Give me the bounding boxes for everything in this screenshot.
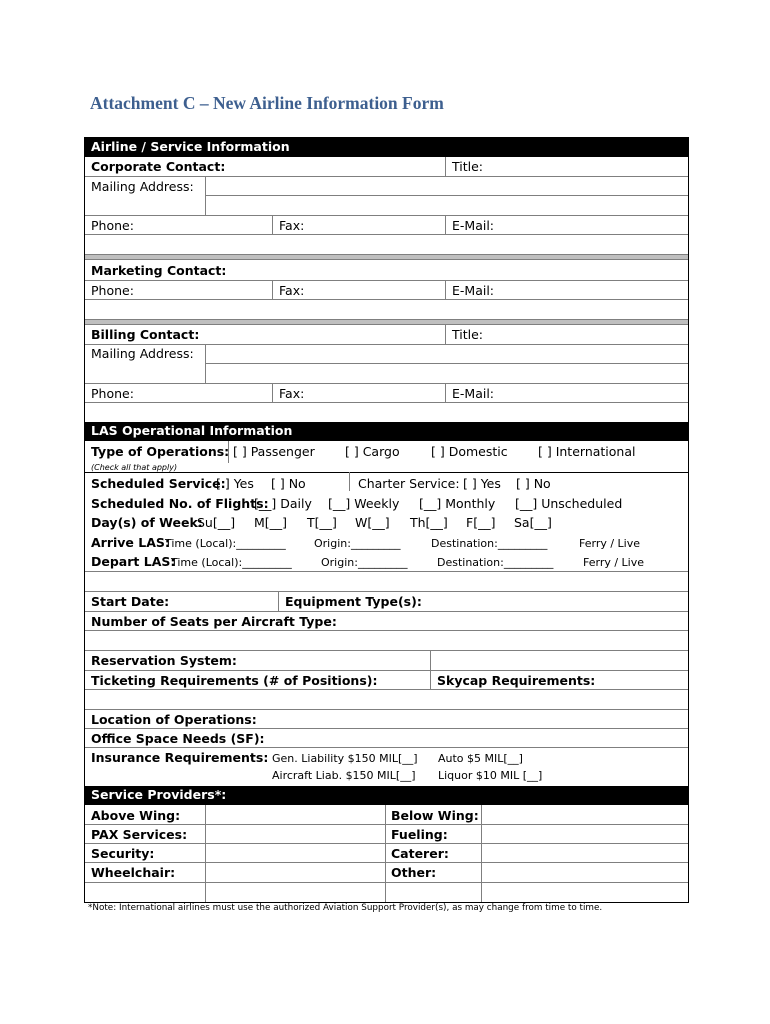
billing-mailing-field[interactable] (206, 345, 688, 382)
charter-service-label: Charter Service: (358, 476, 460, 491)
caterer-label: Caterer: (391, 846, 449, 861)
corporate-mailing-field[interactable] (206, 177, 688, 214)
scheduled-service-label: Scheduled Service: (91, 476, 226, 491)
billing-contact-label: Billing Contact: (91, 327, 200, 342)
arrive-time-field[interactable]: Time (Local):_________ (165, 537, 286, 550)
depart-ferry-live[interactable]: Ferry / Live (583, 556, 645, 569)
billing-phone-label: Phone: (91, 386, 134, 401)
monthly-checkbox[interactable]: [__] Monthly (419, 496, 496, 511)
auto-checkbox[interactable]: Auto $5 MIL[__] (438, 752, 523, 765)
seats-per-aircraft-label: Number of Seats per Aircraft Type: (91, 614, 337, 629)
liquor-checkbox[interactable]: Liquor $10 MIL [__] (438, 769, 543, 782)
depart-origin-field[interactable]: Origin:_________ (321, 556, 408, 569)
form-title: Attachment C – New Airline Information Form (90, 93, 444, 113)
start-date-label: Start Date: (91, 594, 170, 609)
arrive-ferry-live[interactable]: Ferry / Live (579, 537, 641, 550)
wheelchair-label: Wheelchair: (91, 865, 176, 880)
day-w-checkbox[interactable]: W[__] (355, 515, 390, 530)
day-th-checkbox[interactable]: Th[__] (410, 515, 448, 530)
days-of-week-label: Day(s) of Week: (91, 515, 203, 530)
scheduled-no-checkbox[interactable]: [ ] No (271, 476, 306, 491)
marketing-email-label: E-Mail: (452, 283, 495, 298)
reservation-system-label: Reservation System: (91, 653, 237, 668)
day-f-checkbox[interactable]: F[__] (466, 515, 496, 530)
marketing-fax-label: Fax: (279, 283, 305, 298)
ticketing-requirements-label: Ticketing Requirements (# of Positions): (91, 673, 378, 688)
day-t-checkbox[interactable]: T[__] (307, 515, 337, 530)
equipment-type-label: Equipment Type(s): (285, 594, 422, 609)
day-sa-checkbox[interactable]: Sa[__] (514, 515, 552, 530)
domestic-checkbox[interactable]: [ ] Domestic (431, 444, 508, 459)
fueling-label: Fueling: (391, 827, 448, 842)
corporate-fax-label: Fax: (279, 218, 305, 233)
passenger-checkbox[interactable]: [ ] Passenger (233, 444, 315, 459)
billing-fax-label: Fax: (279, 386, 305, 401)
location-operations-label: Location of Operations: (91, 712, 257, 727)
scheduled-yes-checkbox[interactable]: [ ] Yes (216, 476, 254, 491)
charter-yes-checkbox[interactable]: [ ] Yes (463, 476, 501, 491)
day-su-checkbox[interactable]: Su[__] (197, 515, 236, 530)
section-header-airline: Airline / Service Information (85, 138, 688, 157)
arrive-origin-field[interactable]: Origin:_________ (314, 537, 401, 550)
security-label: Security: (91, 846, 155, 861)
scheduled-flights-label: Scheduled No. of Flights: (91, 496, 269, 511)
cargo-checkbox[interactable]: [ ] Cargo (345, 444, 400, 459)
below-wing-label: Below Wing: (391, 808, 479, 823)
billing-email-label: E-Mail: (452, 386, 495, 401)
depart-time-field[interactable]: Time (Local):_________ (171, 556, 292, 569)
international-checkbox[interactable]: [ ] International (538, 444, 636, 459)
day-m-checkbox[interactable]: M[__] (254, 515, 288, 530)
depart-las-label: Depart LAS: (91, 554, 176, 569)
marketing-contact-label: Marketing Contact: (91, 263, 227, 278)
charter-no-checkbox[interactable]: [ ] No (516, 476, 551, 491)
corporate-title-label: Title: (452, 159, 483, 174)
arrive-las-label: Arrive LAS: (91, 535, 170, 550)
daily-checkbox[interactable]: [__] Daily (254, 496, 312, 511)
footnote: *Note: International airlines must use the authorized Aviation Support Provider(s), as may change from time to time. (88, 903, 603, 913)
arrive-destination-field[interactable]: Destination:_________ (431, 537, 548, 550)
above-wing-label: Above Wing: (91, 808, 181, 823)
weekly-checkbox[interactable]: [__] Weekly (328, 496, 400, 511)
airline-information-form (84, 137, 689, 903)
billing-title-label: Title: (452, 327, 483, 342)
unscheduled-checkbox[interactable]: [__] Unscheduled (515, 496, 623, 511)
billing-mailing-label: Mailing Address: (91, 346, 194, 361)
aircraft-liability-checkbox[interactable]: Aircraft Liab. $150 MIL[__] (272, 769, 416, 782)
check-all-note: (Check all that apply) (91, 463, 178, 472)
depart-destination-field[interactable]: Destination:_________ (437, 556, 554, 569)
other-label: Other: (391, 865, 437, 880)
section-header-las: LAS Operational Information (85, 422, 688, 441)
section-header-providers: Service Providers*: (85, 786, 688, 805)
marketing-phone-label: Phone: (91, 283, 134, 298)
skycap-requirements-label: Skycap Requirements: (437, 673, 596, 688)
pax-services-label: PAX Services: (91, 827, 188, 842)
insurance-requirements-label: Insurance Requirements: (91, 750, 269, 765)
gen-liability-checkbox[interactable]: Gen. Liability $150 MIL[__] (272, 752, 418, 765)
corporate-email-label: E-Mail: (452, 218, 495, 233)
corporate-phone-label: Phone: (91, 218, 134, 233)
type-of-operations-label: Type of Operations: (91, 444, 230, 459)
corporate-contact-label: Corporate Contact: (91, 159, 226, 174)
office-space-label: Office Space Needs (SF): (91, 731, 265, 746)
corporate-mailing-label: Mailing Address: (91, 179, 194, 194)
